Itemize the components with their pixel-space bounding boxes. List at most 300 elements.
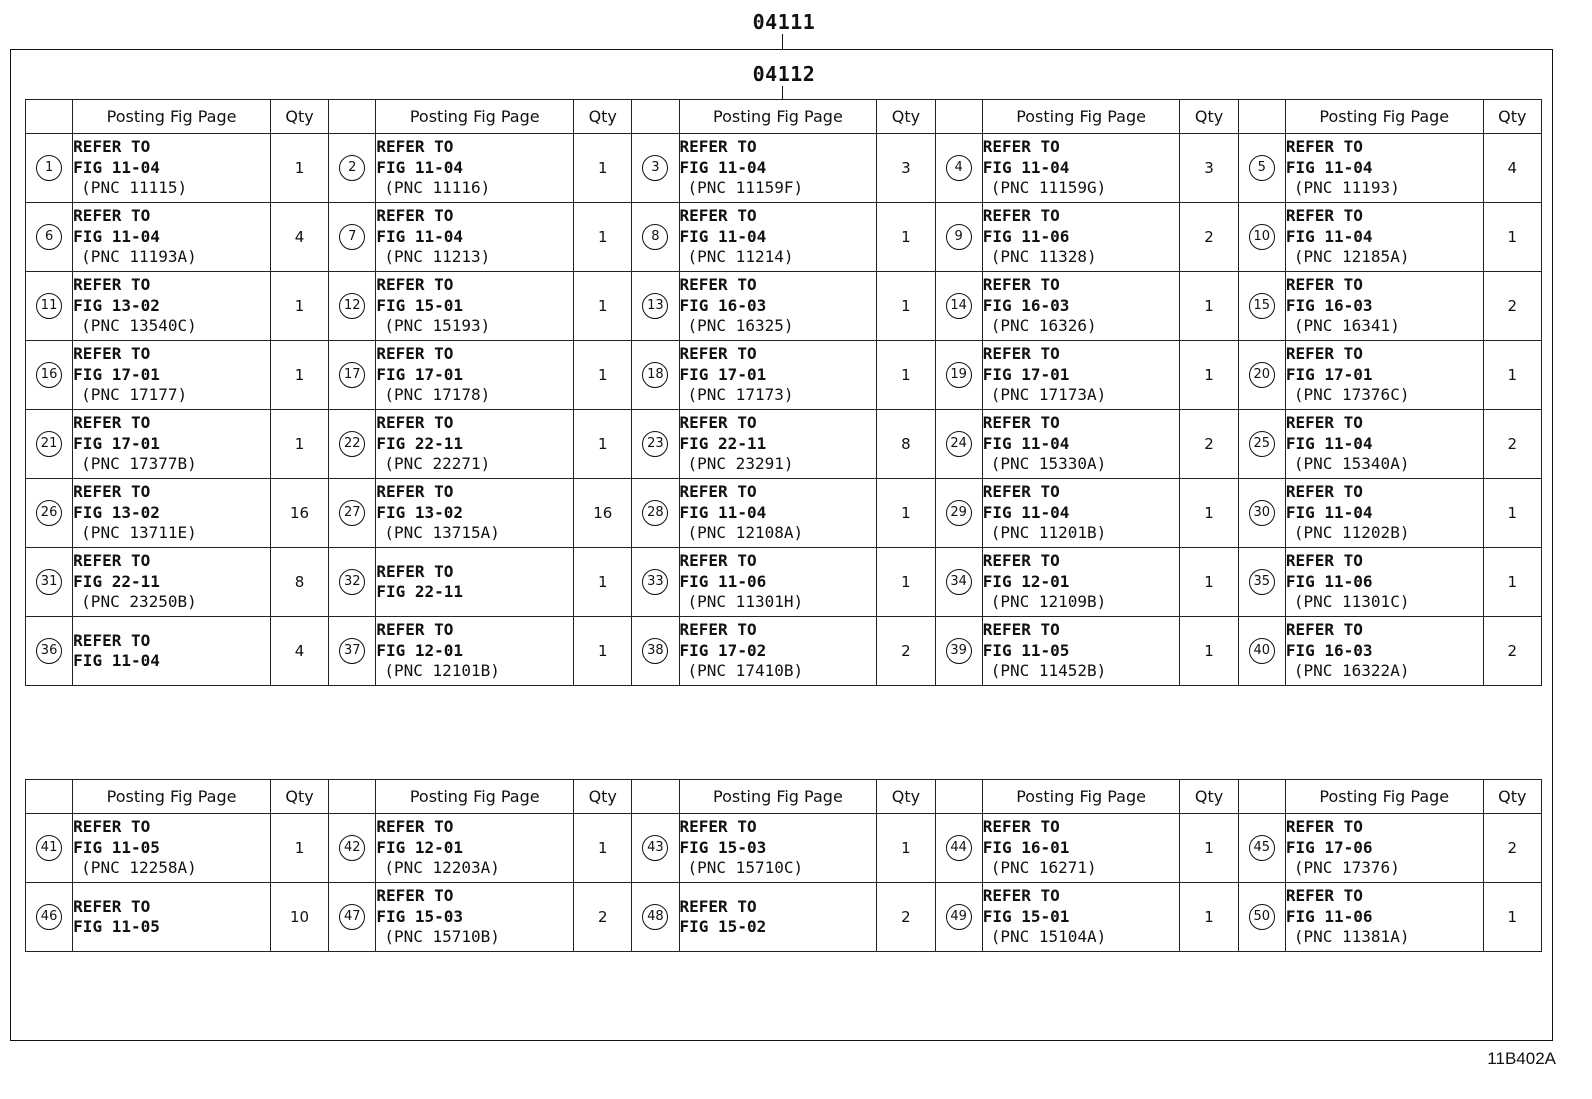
qty-cell: 1 [1483,203,1541,272]
refer-to-text: REFER TO [982,137,1060,157]
ref-number-cell [26,814,73,883]
ref-number-cell [329,341,376,410]
header-qty: Qty [1180,780,1238,814]
ref-number-cell [1238,814,1285,883]
qty-cell: 2 [1483,814,1541,883]
refer-to-text: REFER TO [679,551,757,571]
ref-number-cell [26,617,73,686]
posting-fig-page-cell [679,617,877,686]
ref-number-circle: 10 [1249,224,1275,250]
posting-fig-page-cell [679,883,877,952]
header-qty: Qty [574,780,632,814]
posting-fig-page-cell [982,548,1180,617]
ref-number-circle: 43 [642,835,668,861]
ref-number-cell [1238,479,1285,548]
posting-fig-page-cell [679,479,877,548]
pnc-reference: (PNC 15340A) [1293,454,1410,474]
figure-reference: FIG 11-04 [679,157,767,177]
ref-number-circle: 45 [1249,835,1275,861]
ref-number-circle: 33 [642,569,668,595]
posting-fig-page-cell [73,203,271,272]
table-row [26,814,1542,883]
ref-number-circle: 20 [1249,362,1275,388]
figure-reference: FIG 13-02 [376,502,464,522]
ref-number-circle: 24 [946,431,972,457]
refer-to-text: REFER TO [376,137,454,157]
qty-cell: 2 [1180,203,1238,272]
table-row [26,272,1542,341]
posting-fig-page-cell [679,341,877,410]
refer-to-text: REFER TO [73,630,151,650]
figure-reference: FIG 11-06 [1285,571,1373,591]
figure-reference: FIG 11-04 [376,226,464,246]
ref-number-cell [935,479,982,548]
posting-fig-page-cell [982,479,1180,548]
table-row [26,479,1542,548]
ref-number-cell [1238,617,1285,686]
refer-to-text: REFER TO [1285,413,1363,433]
ref-number-cell [329,479,376,548]
posting-fig-page-cell [73,272,271,341]
qty-cell: 4 [1483,134,1541,203]
header-posting-fig-page: Posting Fig Page [376,100,574,134]
refer-to-text: REFER TO [679,896,757,916]
qty-cell: 10 [270,883,328,952]
posting-fig-page-cell [679,203,877,272]
refer-to-text: REFER TO [679,275,757,295]
header-posting-fig-page: Posting Fig Page [1285,780,1483,814]
ref-number-circle: 35 [1249,569,1275,595]
qty-cell: 1 [270,814,328,883]
refer-to-text: REFER TO [1285,275,1363,295]
qty-cell: 1 [270,134,328,203]
ref-number-cell [632,479,679,548]
header-qty: Qty [1483,100,1541,134]
ref-number-circle: 11 [36,293,62,319]
refer-to-text: REFER TO [679,137,757,157]
refer-to-text: REFER TO [679,817,757,837]
posting-fig-page-cell [1285,479,1483,548]
header-posting-fig-page: Posting Fig Page [73,100,271,134]
pnc-reference: (PNC 15710C) [687,858,804,878]
pnc-reference: (PNC 13540C) [81,316,197,336]
ref-number-circle: 2 [339,155,365,181]
qty-cell: 1 [574,410,632,479]
posting-fig-page-cell [73,410,271,479]
figure-reference: FIG 11-04 [679,226,767,246]
figure-reference: FIG 12-01 [376,640,464,660]
pnc-reference: (PNC 17376C) [1293,385,1410,405]
figure-reference: FIG 22-11 [73,571,160,591]
ref-number-cell [329,617,376,686]
posting-fig-page-cell [1285,548,1483,617]
pnc-reference: (PNC 11116) [384,178,491,198]
qty-cell: 1 [1180,883,1238,952]
figure-reference: FIG 12-01 [376,837,464,857]
ref-number-circle: 4 [946,155,972,181]
qty-cell: 2 [1483,410,1541,479]
ref-number-cell [329,410,376,479]
pnc-reference: (PNC 11213) [384,247,491,267]
posting-fig-page-cell [73,814,271,883]
refer-to-text: REFER TO [73,482,151,502]
ref-number-circle: 9 [946,224,972,250]
qty-cell: 1 [574,272,632,341]
figure-reference: FIG 11-04 [1285,433,1373,453]
posting-fig-page-cell [1285,410,1483,479]
refer-to-text: REFER TO [982,482,1060,502]
qty-cell: 3 [1180,134,1238,203]
refer-to-text: REFER TO [376,206,454,226]
refer-to-text: REFER TO [376,482,454,502]
ref-number-cell [632,814,679,883]
refer-to-text: REFER TO [982,620,1060,640]
posting-fig-page-cell [982,883,1180,952]
pnc-reference: (PNC 16322A) [1293,661,1410,681]
figure-reference: FIG 13-02 [73,295,160,315]
ref-number-circle: 17 [339,362,365,388]
ref-number-cell [26,341,73,410]
pnc-reference: (PNC 23250B) [81,592,197,612]
qty-cell: 1 [1483,479,1541,548]
pnc-reference: (PNC 16341) [1293,316,1400,336]
table-header-row [26,100,1542,134]
ref-number-circle: 36 [36,638,62,664]
figure-reference: FIG 11-05 [982,640,1070,660]
header-ref-cell [329,100,376,134]
header-ref-cell [1238,100,1285,134]
refer-to-text: REFER TO [1285,137,1363,157]
header-qty: Qty [574,100,632,134]
figure-reference: FIG 16-01 [982,837,1070,857]
ref-number-circle: 8 [642,224,668,250]
qty-cell: 4 [270,203,328,272]
pnc-reference: (PNC 11328) [990,247,1097,267]
figure-reference: FIG 16-03 [1285,640,1373,660]
qty-cell: 2 [1180,410,1238,479]
posting-fig-page-cell [376,203,574,272]
refer-to-text: REFER TO [982,551,1060,571]
posting-fig-page-cell [679,814,877,883]
header-ref-cell [935,780,982,814]
qty-cell: 1 [270,272,328,341]
qty-cell: 1 [877,203,935,272]
figure-reference: FIG 11-04 [73,226,160,246]
ref-number-circle: 16 [36,362,62,388]
pnc-reference: (PNC 11115) [81,178,188,198]
qty-cell: 1 [1180,479,1238,548]
figure-reference: FIG 11-04 [1285,226,1373,246]
posting-fig-page-cell [982,272,1180,341]
qty-cell: 1 [877,548,935,617]
ref-number-cell [632,883,679,952]
pnc-reference: (PNC 11193) [1293,178,1400,198]
ref-number-circle: 6 [36,224,62,250]
ref-number-circle: 27 [339,500,365,526]
refer-to-text: REFER TO [982,275,1060,295]
figure-reference: FIG 17-06 [1285,837,1373,857]
pnc-reference: (PNC 15193) [384,316,491,336]
ref-number-circle: 31 [36,569,62,595]
qty-cell: 1 [574,617,632,686]
qty-cell: 1 [1180,272,1238,341]
refer-to-text: REFER TO [73,551,151,571]
leader-line-04112 [782,86,783,100]
refer-to-text: REFER TO [1285,620,1363,640]
qty-cell: 1 [574,341,632,410]
ref-number-cell [329,203,376,272]
refer-to-text: REFER TO [376,886,454,906]
qty-cell: 1 [877,341,935,410]
header-ref-cell [26,100,73,134]
ref-number-circle: 7 [339,224,365,250]
ref-number-circle: 22 [339,431,365,457]
refer-to-text: REFER TO [73,137,151,157]
posting-fig-page-cell [679,410,877,479]
ref-number-cell [632,341,679,410]
refer-to-text: REFER TO [376,817,454,837]
ref-number-cell [26,548,73,617]
header-ref-cell [632,100,679,134]
figure-reference: FIG 11-04 [1285,157,1373,177]
pnc-reference: (PNC 13715A) [384,523,500,543]
header-posting-fig-page: Posting Fig Page [1285,100,1483,134]
qty-cell: 1 [1180,548,1238,617]
posting-fig-page-cell [73,548,271,617]
ref-number-cell [632,272,679,341]
ref-number-circle: 13 [642,293,668,319]
qty-cell: 1 [270,341,328,410]
pnc-reference: (PNC 17178) [384,385,491,405]
refer-to-text: REFER TO [376,561,454,581]
pnc-reference: (PNC 11214) [687,247,794,267]
header-ref-cell [632,780,679,814]
header-posting-fig-page: Posting Fig Page [73,780,271,814]
ref-number-cell [26,272,73,341]
pnc-reference: (PNC 11201B) [990,523,1107,543]
ref-number-circle: 26 [36,500,62,526]
refer-to-text: REFER TO [1285,817,1363,837]
posting-fig-page-cell [982,341,1180,410]
pnc-reference: (PNC 17173A) [990,385,1107,405]
figure-reference: FIG 16-03 [679,295,767,315]
refer-to-text: REFER TO [73,413,151,433]
ref-number-cell [632,548,679,617]
ref-number-cell [26,203,73,272]
figure-reference: FIG 15-03 [679,837,767,857]
header-ref-cell [26,780,73,814]
pnc-reference: (PNC 12185A) [1293,247,1410,267]
ref-number-circle: 28 [642,500,668,526]
qty-cell: 2 [574,883,632,952]
ref-number-circle: 3 [642,155,668,181]
qty-cell: 8 [877,410,935,479]
posting-fig-page-cell [73,479,271,548]
figure-reference: FIG 15-02 [679,917,767,936]
pnc-reference: (PNC 17376) [1293,858,1400,878]
pnc-reference: (PNC 11159G) [990,178,1107,198]
refer-to-text: REFER TO [1285,551,1363,571]
qty-cell: 16 [270,479,328,548]
header-posting-fig-page: Posting Fig Page [982,780,1180,814]
pnc-reference: (PNC 12203A) [384,858,500,878]
qty-cell: 8 [270,548,328,617]
ref-number-cell [632,617,679,686]
qty-cell: 1 [574,548,632,617]
qty-cell: 1 [877,272,935,341]
posting-fig-page-cell [982,814,1180,883]
refer-to-text: REFER TO [679,620,757,640]
pnc-reference: (PNC 11202B) [1293,523,1410,543]
header-ref-cell [1238,780,1285,814]
qty-cell: 2 [1483,617,1541,686]
illustration-code: 11B402A [1487,1049,1556,1068]
ref-number-cell [1238,272,1285,341]
ref-number-cell [632,203,679,272]
figure-reference: FIG 13-02 [73,502,160,522]
pnc-reference: (PNC 15104A) [990,927,1107,947]
refer-to-text: REFER TO [1285,886,1363,906]
posting-fig-page-cell [982,617,1180,686]
ref-number-cell [935,203,982,272]
pnc-reference: (PNC 17177) [81,385,188,405]
qty-cell: 1 [1180,617,1238,686]
ref-number-circle: 12 [339,293,365,319]
figure-reference: FIG 11-05 [73,837,160,857]
qty-cell: 2 [877,883,935,952]
posting-fig-page-cell [982,203,1180,272]
refer-to-text: REFER TO [982,344,1060,364]
ref-number-circle: 44 [946,835,972,861]
qty-cell: 1 [1180,814,1238,883]
ref-number-circle: 1 [36,155,62,181]
table-row [26,883,1542,952]
qty-cell: 16 [574,479,632,548]
qty-cell: 1 [877,814,935,883]
pnc-reference: (PNC 15330A) [990,454,1107,474]
figure-reference: FIG 11-04 [376,157,464,177]
pnc-reference: (PNC 12258A) [81,858,197,878]
ref-number-circle: 48 [642,904,668,930]
refer-to-text: REFER TO [73,206,151,226]
pnc-reference: (PNC 12108A) [687,523,804,543]
posting-fig-page-cell [679,272,877,341]
table-row [26,548,1542,617]
qty-cell: 1 [877,479,935,548]
posting-fig-page-cell [376,272,574,341]
ref-number-circle: 5 [1249,155,1275,181]
ref-number-cell [329,548,376,617]
refer-to-text: REFER TO [679,206,757,226]
figure-reference: FIG 11-05 [73,917,160,936]
pnc-reference: (PNC 23291) [687,454,794,474]
figure-reference: FIG 22-11 [376,433,464,453]
posting-fig-page-cell [376,883,574,952]
header-posting-fig-page: Posting Fig Page [982,100,1180,134]
ref-number-circle: 39 [946,638,972,664]
figure-reference: FIG 11-04 [679,502,767,522]
ref-number-cell [329,814,376,883]
ref-number-circle: 50 [1249,904,1275,930]
figure-reference: FIG 17-01 [982,364,1070,384]
header-qty: Qty [1180,100,1238,134]
table-row [26,341,1542,410]
refer-to-text: REFER TO [679,482,757,502]
figure-reference: FIG 17-01 [679,364,767,384]
posting-fig-page-cell [679,134,877,203]
table-row [26,134,1542,203]
ref-number-circle: 46 [36,904,62,930]
qty-cell: 1 [574,814,632,883]
posting-fig-page-cell [982,410,1180,479]
qty-cell: 1 [1483,341,1541,410]
ref-number-circle: 41 [36,835,62,861]
ref-number-circle: 37 [339,638,365,664]
header-posting-fig-page: Posting Fig Page [679,100,877,134]
ref-number-cell [935,341,982,410]
posting-fig-page-cell [376,617,574,686]
refer-to-text: REFER TO [1285,206,1363,226]
header-posting-fig-page: Posting Fig Page [376,780,574,814]
posting-fig-page-cell [1285,617,1483,686]
ref-number-circle: 23 [642,431,668,457]
header-qty: Qty [1483,780,1541,814]
pnc-reference: (PNC 16326) [990,316,1097,336]
figure-reference: FIG 11-04 [982,502,1070,522]
ref-number-cell [1238,548,1285,617]
pnc-reference: (PNC 11452B) [990,661,1107,681]
ref-number-cell [329,272,376,341]
figure-reference: FIG 15-03 [376,906,464,926]
ref-number-circle: 14 [946,293,972,319]
refer-to-text: REFER TO [376,413,454,433]
ref-number-cell [329,134,376,203]
figure-reference: FIG 17-01 [73,364,160,384]
ref-number-cell [26,883,73,952]
table-row [26,617,1542,686]
refer-to-text: REFER TO [1285,482,1363,502]
ref-number-cell [1238,410,1285,479]
header-ref-cell [329,780,376,814]
ref-number-circle: 38 [642,638,668,664]
qty-cell: 1 [1180,341,1238,410]
refer-to-text: REFER TO [1285,344,1363,364]
header-ref-cell [935,100,982,134]
ref-number-circle: 18 [642,362,668,388]
ref-number-cell [329,883,376,952]
posting-fig-page-cell [1285,134,1483,203]
posting-fig-page-cell [1285,883,1483,952]
figure-reference: FIG 17-02 [679,640,767,660]
ref-number-circle: 49 [946,904,972,930]
pnc-reference: (PNC 17377B) [81,454,197,474]
figure-reference: FIG 12-01 [982,571,1070,591]
figure-reference: FIG 16-03 [1285,295,1373,315]
posting-fig-page-cell [1285,814,1483,883]
figure-reference: FIG 22-11 [376,582,464,601]
ref-number-cell [632,134,679,203]
figure-reference: FIG 11-06 [982,226,1070,246]
pnc-reference: (PNC 12109B) [990,592,1107,612]
refer-to-text: REFER TO [679,413,757,433]
qty-cell: 1 [1483,548,1541,617]
qty-cell: 1 [1483,883,1541,952]
posting-fig-page-cell [1285,341,1483,410]
pnc-reference: (PNC 11159F) [687,178,804,198]
pnc-reference: (PNC 22271) [384,454,491,474]
pnc-reference: (PNC 12101B) [384,661,500,681]
pnc-reference: (PNC 16325) [687,316,794,336]
